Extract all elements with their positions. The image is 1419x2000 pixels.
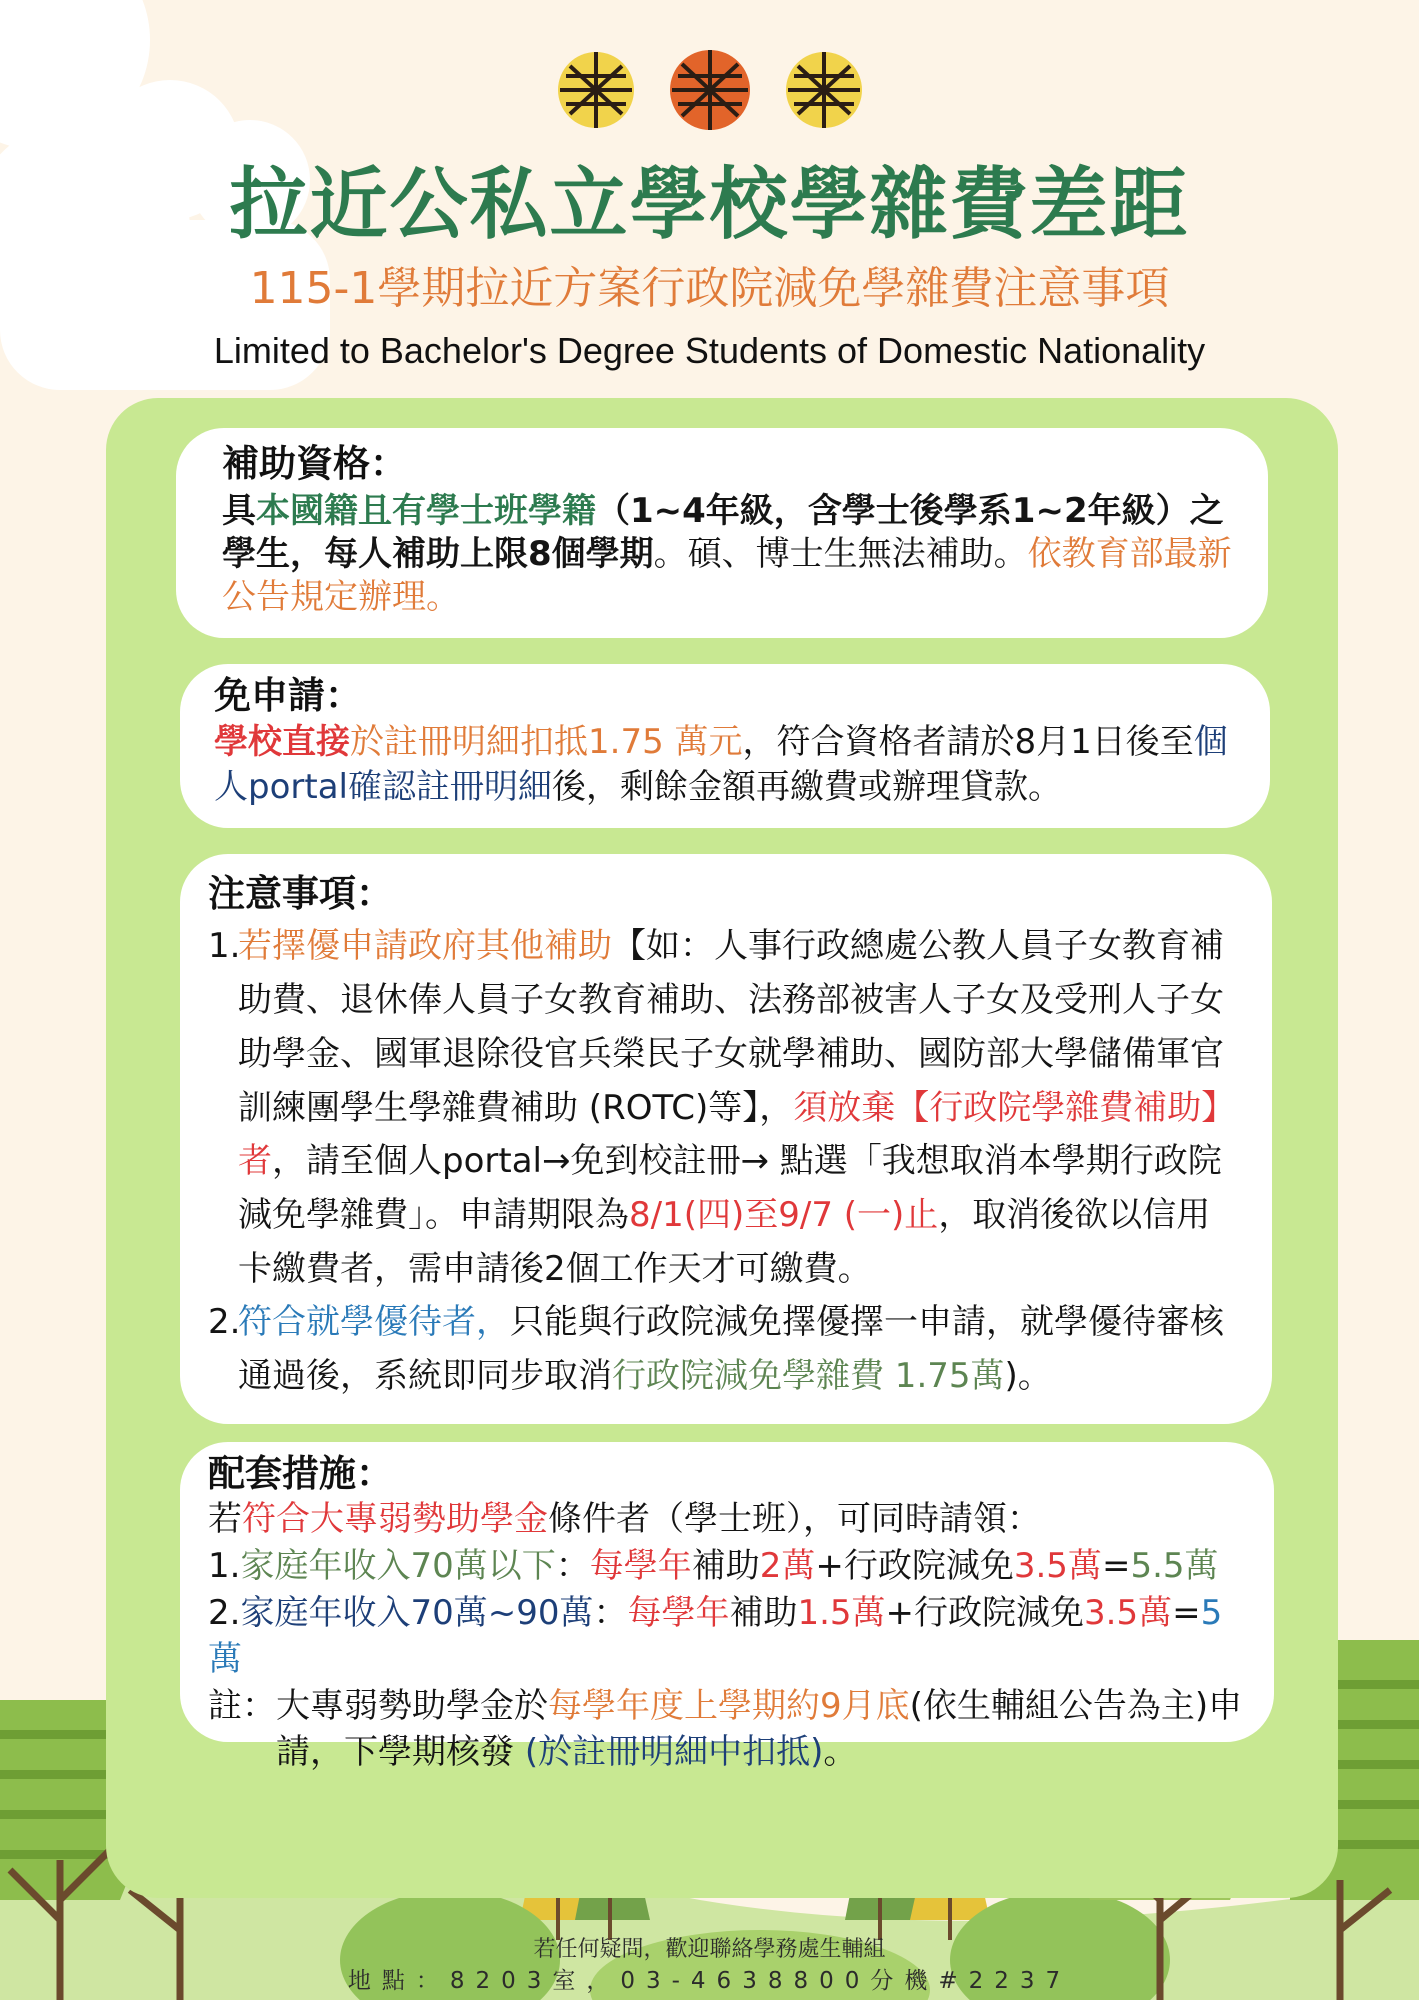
eligibility-heading: 補助資格： (222, 442, 407, 485)
support-intro: 若符合大專弱勢助學金條件者（學士班），可同時請領： (208, 1499, 1041, 1540)
support-note: 註：大專弱勢助學金於每學年度上學期約9月底(依生輔組公告為主)申請，下學期核發 (於註冊明細中扣抵)。 (208, 1685, 1243, 1773)
footer-location: 地點：8203室，03-4638800分機#2237 (347, 1968, 1072, 1994)
notes-item-2: 2. 符合就學優待者，只能與行政院減免擇優擇一申請，就學優待審核通過後，系統即同步取消行政院減免學雜費 1.75萬)。 (208, 1302, 1224, 1397)
notes-item-1: 1. 若擇優申請政府其他補助【如：人事行政總處公教人員子女教育補助費、退休俸人員子女教育補助、法務部被害人子女及受刑人子女助學金、國軍退除役官兵榮民子女就學補助、國防部大學儲備軍官訓練團學生學雜費補助 (ROTC)等】，須放棄【行政院學雜費補助】者，請至個人portal→免到校註冊→ 點選「我想取消本學期行政院減免學雜費」。申請期限為8/1(四)至9/7 (一)止，取消後欲以信用卡繳費者，需申請後2個工作天才可繳費。 (208, 926, 1236, 1289)
footer-contact: 若任何疑問，歡迎聯絡學務處生輔組 (533, 1937, 886, 1962)
ornament-icon (670, 50, 750, 130)
eligibility-card (176, 428, 1268, 638)
notes-card (180, 854, 1272, 1424)
ornament-icon (558, 52, 634, 128)
eligibility-text: 具本國籍且有學士班學籍（1~4年級，含學士後學系1~2年級）之學生，每人補助上限8個學期。碩、博士生無法補助。依教育部最新公告規定辦理。 (222, 491, 1232, 618)
ornament-row (0, 46, 1419, 136)
support-heading: 配套措施： (208, 1452, 393, 1495)
eligibility-note-english: Limited to Bachelor's Degree Students of Domestic Nationality (213, 330, 1206, 371)
notes-heading: 注意事項： (208, 872, 393, 915)
no-application-heading: 免申請： (214, 674, 362, 717)
no-application-text: 學校直接於註冊明細扣抵1.75 萬元，符合資格者請於8月1日後至個人portal確認註冊明細後，剩餘金額再繳費或辦理貸款。 (214, 722, 1228, 807)
ornament-icon (786, 52, 862, 128)
page-title: 拉近公私立學校學雜費差距 (229, 160, 1190, 250)
no-application-card (180, 664, 1270, 828)
support-line-2: 2.家庭年收入70萬~90萬：每學年補助1.5萬+行政院減免3.5萬=5萬 (208, 1592, 1223, 1680)
page-subtitle: 115-1學期拉近方案行政院減免學雜費注意事項 (249, 263, 1170, 314)
support-line-1: 1.家庭年收入70萬以下：每學年補助2萬+行政院減免3.5萬=5.5萬 (208, 1545, 1219, 1586)
support-card (180, 1442, 1274, 1773)
